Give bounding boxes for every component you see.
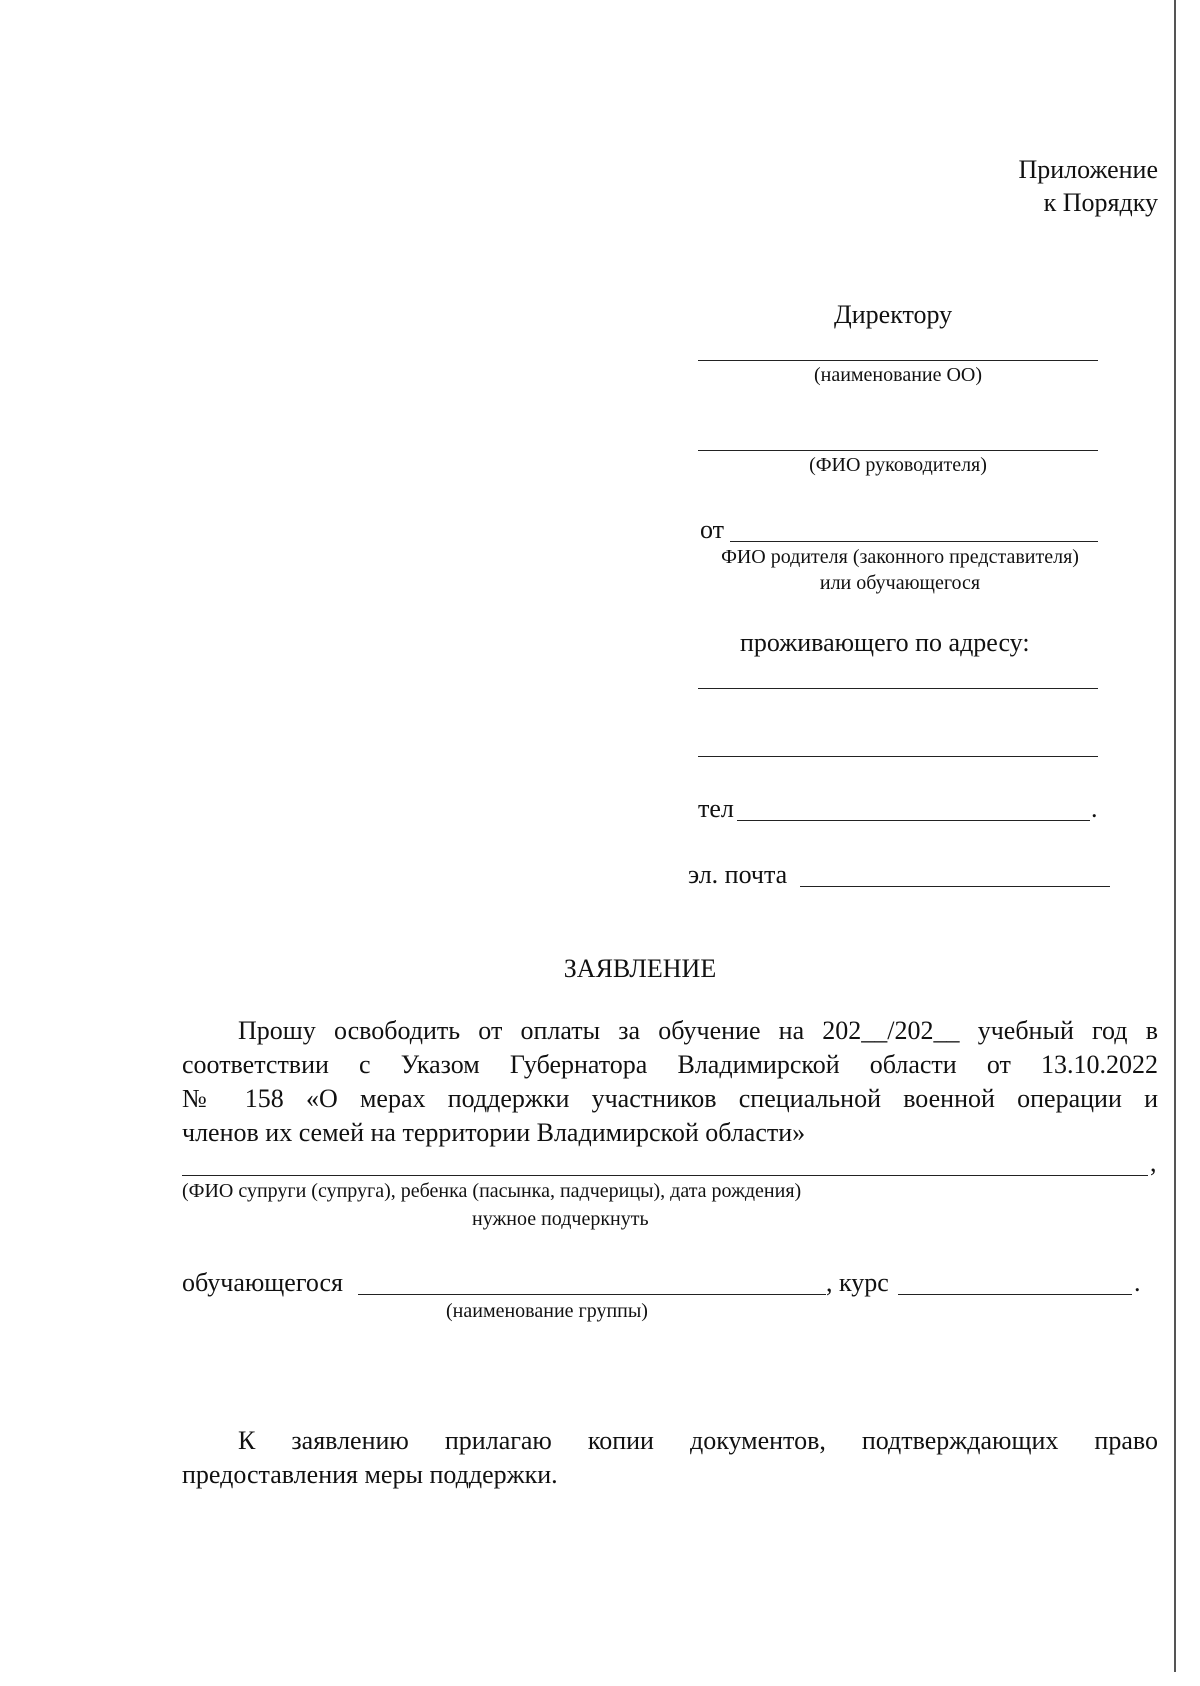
underline-note: нужное подчеркнуть <box>472 1208 649 1230</box>
request-line-3: № 158 «О мерах поддержки участников специальной военной операции и <box>182 1084 1158 1113</box>
attachment-line-1: К заявлению прилагаю копии документов, подтверждающих право <box>238 1426 1158 1455</box>
from-label: от <box>700 515 725 544</box>
from-caption-1: ФИО родителя (законного представителя) <box>721 546 1079 568</box>
appendix-subtitle: к Порядку <box>1043 188 1158 217</box>
attachment-line-2: предоставления меры поддержки. <box>182 1460 558 1489</box>
person-line-comma: , <box>1150 1148 1157 1177</box>
group-name-line <box>358 1294 826 1295</box>
request-line-1: Прошу освободить от оплаты за обучение на 202__/202__ учебный год в <box>238 1016 1158 1045</box>
scan-edge-line <box>1174 0 1176 1672</box>
phone-line <box>737 820 1090 821</box>
person-name-line <box>182 1175 1148 1176</box>
request-line-4: членов их семей на территории Владимирской области» <box>182 1118 806 1147</box>
address-label: проживающего по адресу: <box>740 628 1030 657</box>
head-name-line <box>698 450 1098 451</box>
person-caption: (ФИО супруги (супруга), ребенка (пасынка, падчерицы), дата рождения) <box>182 1180 802 1202</box>
appendix-title: Приложение <box>1018 155 1158 184</box>
address-line-1 <box>698 688 1098 689</box>
group-caption: (наименование группы) <box>446 1300 648 1322</box>
student-line-end: . <box>1134 1268 1141 1297</box>
from-caption-2: или обучающегося <box>819 572 981 594</box>
org-name-line <box>698 360 1098 361</box>
head-name-caption: (ФИО руководителя) <box>809 454 987 476</box>
phone-label: тел <box>698 794 734 823</box>
address-line-2 <box>698 756 1098 757</box>
document-title: ЗАЯВЛЕНИЕ <box>563 954 717 983</box>
org-name-caption: (наименование ОО) <box>813 364 983 386</box>
request-line-2: соответствии с Указом Губернатора Владимирской области от 13.10.2022 <box>182 1050 1158 1079</box>
from-name-line <box>730 541 1098 542</box>
phone-end: . <box>1091 794 1098 823</box>
student-label: обучающегося <box>182 1268 344 1297</box>
email-line <box>800 886 1110 887</box>
course-label: , курс <box>826 1268 889 1297</box>
addressee-to: Директору <box>834 300 953 329</box>
course-line <box>898 1294 1132 1295</box>
email-label: эл. почта <box>688 860 788 889</box>
